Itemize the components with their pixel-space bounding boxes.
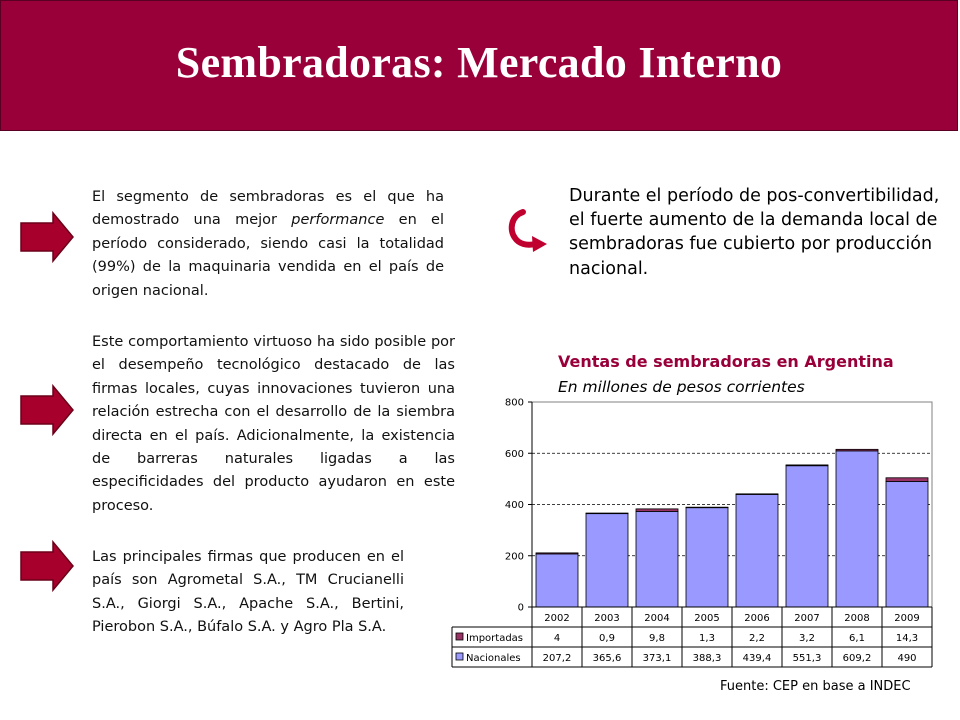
bar-nacionales [536, 554, 578, 607]
data-label: 551,3 [792, 653, 822, 664]
paragraph-segment [92, 186, 444, 303]
header-bar [0, 0, 958, 131]
bar-importadas [886, 478, 928, 482]
data-label: 4 [553, 633, 561, 644]
legend-label: Importadas [466, 633, 524, 644]
sales-chart [466, 390, 940, 675]
legend-swatch [456, 633, 463, 640]
para1-text-before: El segmento de sembradoras es el que ha demostrado una mejor [92, 189, 444, 229]
bar-nacionales [686, 507, 728, 607]
bar-nacionales [836, 451, 878, 607]
para1-emphasis: performance [291, 212, 385, 229]
data-label: 0,9 [599, 633, 615, 644]
chart-subtitle: En millones de pesos corrientes [558, 378, 805, 396]
x-tick-label: 2008 [844, 613, 870, 624]
x-tick-label: 2005 [694, 613, 720, 624]
data-label: 6,1 [849, 633, 865, 644]
data-label: 9,8 [649, 633, 665, 644]
x-tick-label: 2003 [594, 613, 620, 624]
legend-swatch [456, 653, 463, 660]
data-label: 373,1 [642, 653, 672, 664]
page-title: Sembradoras: Mercado Interno [175, 38, 783, 87]
legend-label: Nacionales [466, 653, 521, 664]
data-label: 1,3 [699, 633, 715, 644]
bar-nacionales [736, 494, 778, 607]
bar-importadas [636, 509, 678, 512]
data-label: 207,2 [542, 653, 572, 664]
bar-nacionales [886, 481, 928, 607]
bar-importadas [586, 513, 628, 514]
x-tick-label: 2009 [894, 613, 920, 624]
x-tick-label: 2007 [794, 613, 820, 624]
x-tick-label: 2004 [644, 613, 670, 624]
bar-importadas [786, 465, 828, 466]
data-label: 3,2 [799, 633, 815, 644]
curved-arrow-icon [505, 208, 551, 254]
y-tick-label: 400 [504, 500, 524, 511]
paragraph-firms: Las principales firmas que producen en el país son Agrometal S.A., TM Crucianelli S.A., Giorgi S.A., Apache S.A., Bertini, Pierobon S.A., Búfalo S.A. y Agro Pla S.A. [92, 549, 404, 636]
data-label: 365,6 [592, 653, 622, 664]
data-label: 490 [897, 653, 917, 664]
data-label: 2,2 [749, 633, 765, 644]
y-tick-label: 0 [517, 602, 524, 614]
bar-nacionales [636, 511, 678, 607]
bar-nacionales [586, 513, 628, 607]
para1-text-after: en el período considerado, siendo casi la totalidad (99%) de la maquinaria vendida en el país de origen nacional. [92, 212, 444, 299]
data-label: 609,2 [842, 653, 872, 664]
bar-importadas [836, 449, 878, 451]
data-label: 14,3 [895, 633, 919, 644]
bar-nacionales [786, 466, 828, 607]
bar-importadas [736, 494, 778, 495]
x-tick-label: 2006 [744, 613, 770, 624]
paragraph-post-convertibility: Durante el período de pos-convertibilidad, el fuerte aumento de la demanda local de sembradoras fue cubierto por producción nacional. [569, 186, 940, 279]
y-tick-label: 800 [504, 397, 524, 409]
y-tick-label: 200 [504, 551, 524, 563]
y-tick-label: 600 [504, 448, 524, 460]
source-note: Fuente: CEP en base a INDEC [720, 679, 911, 694]
right-arrow-icon [19, 212, 75, 262]
paragraph-behavior: Este comportamiento virtuoso ha sido posible por el desempeño tecnológico destacado de las firmas locales, cuyas innovaciones tuvieron una relación estrecha con el desarrollo de la siembra directa en el país. Adicionalmente, la existencia de barreras naturales ligadas a las especificidades del producto ayudaron en este proceso. [92, 334, 455, 514]
data-label: 388,3 [692, 653, 722, 664]
bar-importadas [536, 553, 578, 554]
data-label: 439,4 [742, 653, 772, 664]
bar-importadas [686, 507, 728, 508]
chart-title: Ventas de sembradoras en Argentina [558, 352, 894, 371]
right-arrow-icon [19, 541, 75, 591]
x-tick-label: 2002 [544, 613, 570, 624]
right-arrow-icon [19, 385, 75, 435]
